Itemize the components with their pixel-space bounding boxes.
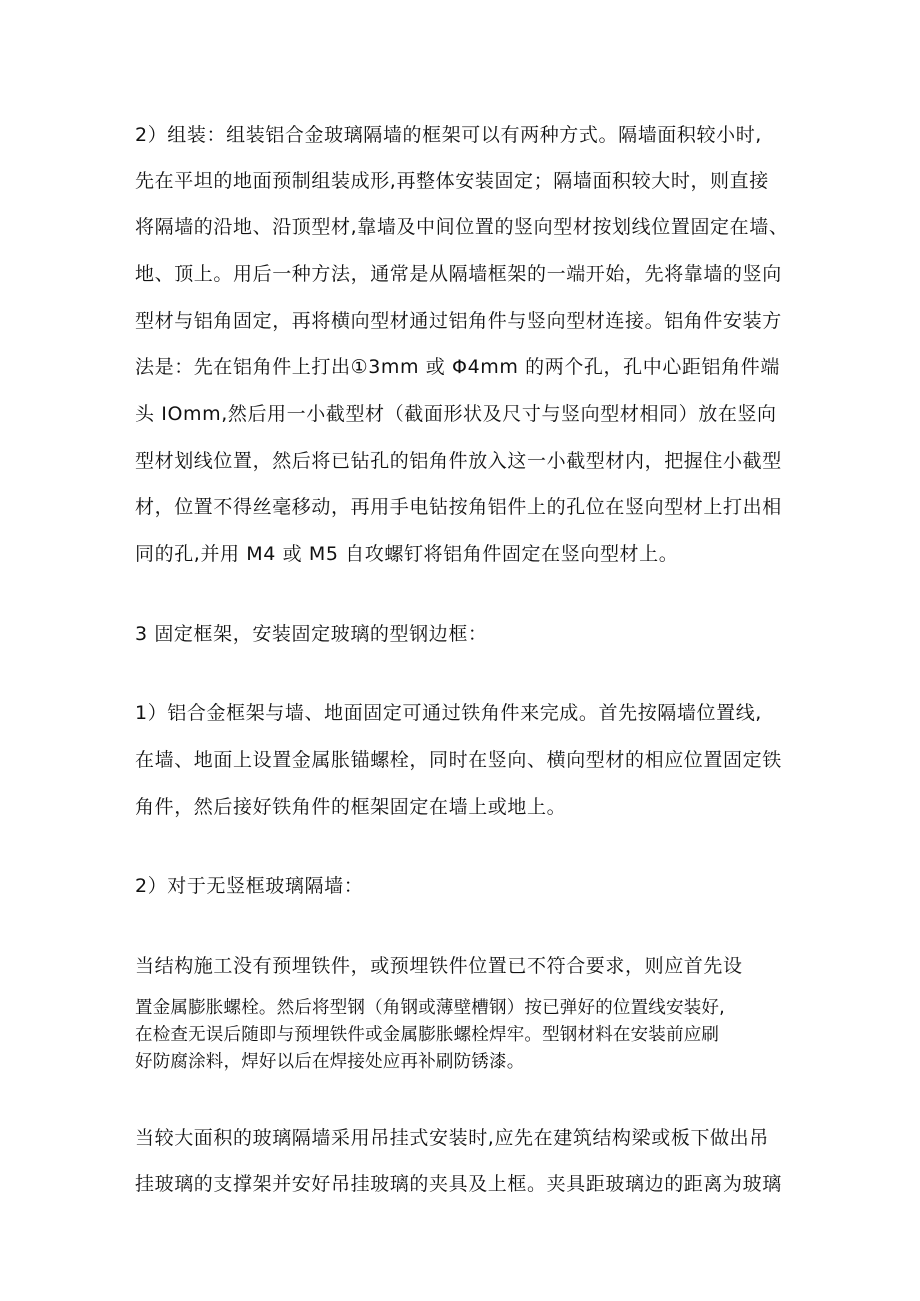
text-line: 法是：先在铝角件上打出①3mm 或 Φ4mm 的两个孔，孔中心距铝角件端 <box>135 356 780 378</box>
text-line: 在检查无误后随即与预埋铁件或金属膨胀螺栓焊牢。型钢材料在安装前应刷 <box>135 1025 720 1045</box>
text-line: 好防腐涂料，焊好以后在焊接处应再补刷防锈漆。 <box>135 1052 525 1072</box>
text-line: 将隔墙的沿地、沿顶型材,靠墙及中间位置的竖向型材按划线位置固定在墙、 <box>135 216 789 238</box>
text-line: 2）组装：组装铝合金玻璃隔墙的框架可以有两种方式。隔墙面积较小时, <box>135 124 762 146</box>
text-line: 当较大面积的玻璃隔墙采用吊挂式安装时,应先在建筑结构梁或板下做出吊 <box>135 1127 769 1149</box>
text-line: 型材与铝角固定，再将横向型材通过铝角件与竖向型材连接。铝角件安装方 <box>135 310 782 332</box>
text-line: 先在平坦的地面预制组装成形,再整体安装固定；隔墙面积较大时，则直接 <box>135 170 769 192</box>
section-heading: 3 固定框架，安装固定玻璃的型钢边框： <box>135 623 488 645</box>
text-line: 地、顶上。用后一种方法，通常是从隔墙框架的一端开始，先将靠墙的竖向 <box>135 263 782 285</box>
text-line: 头 IOmm,然后用一小截型材（截面形状及尺寸与竖向型材相同）放在竖向 <box>135 403 777 425</box>
text-line: 同的孔,并用 M4 或 M5 自攻螺钉将铝角件固定在竖向型材上。 <box>135 543 679 565</box>
text-line: 型材划线位置，然后将已钻孔的铝角件放入这一小截型材内，把握住小截型 <box>135 450 782 472</box>
text-line: 在墙、地面上设置金属胀锚螺栓，同时在竖向、横向型材的相应位置固定铁 <box>135 749 782 771</box>
text-line: 置金属膨胀螺栓。然后将型钢（角钢或薄壁槽钢）按已弹好的位置线安装好, <box>135 998 725 1018</box>
text-line: 角件，然后接好铁角件的框架固定在墙上或地上。 <box>135 796 567 818</box>
text-line: 1）铝合金框架与墙、地面固定可通过铁角件来完成。首先按隔墙位置线, <box>135 702 762 724</box>
text-line: 材，位置不得丝毫移动，再用手电钻按角铝件上的孔位在竖向型材上打出相 <box>135 496 782 518</box>
subsection-heading: 2）对于无竖框玻璃隔墙： <box>135 875 364 897</box>
text-line: 挂玻璃的支撑架并安好吊挂玻璃的夹具及上框。夹具距玻璃边的距离为玻璃 <box>135 1173 782 1195</box>
text-line: 当结构施工没有预埋铁件，或预埋铁件位置已不符合要求，则应首先设 <box>135 955 743 977</box>
